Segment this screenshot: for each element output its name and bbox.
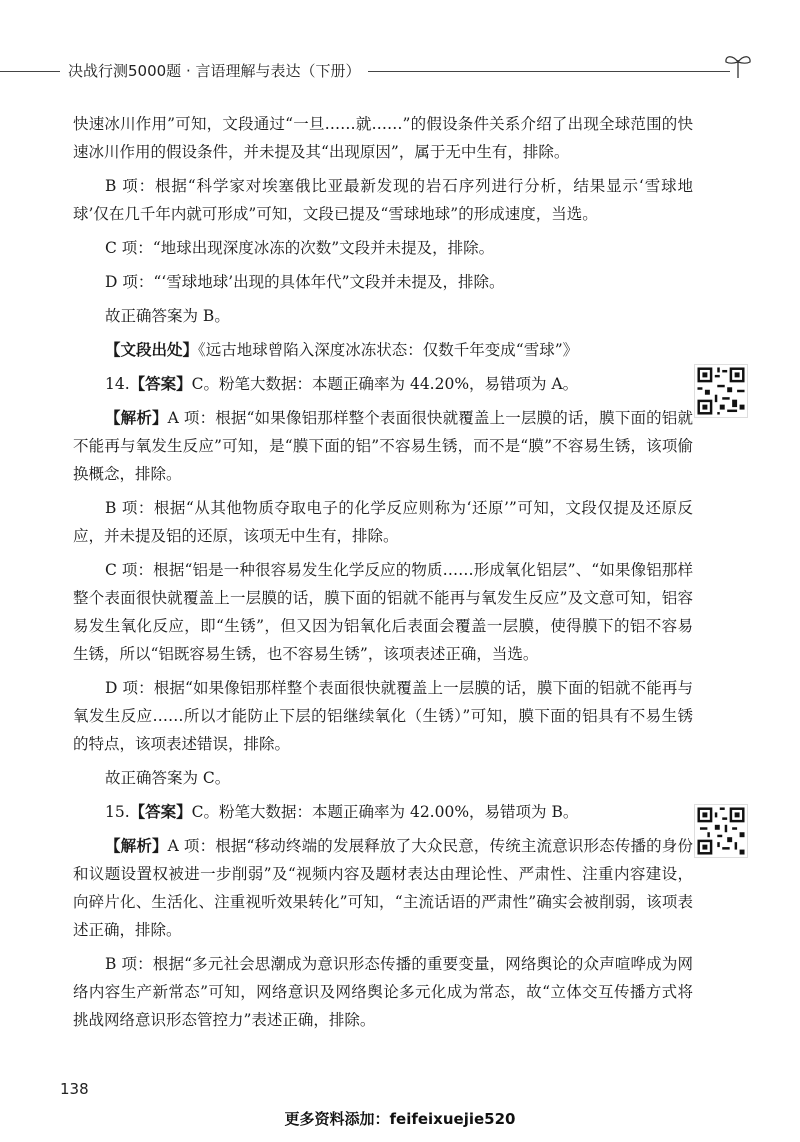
source-line [73, 336, 693, 364]
answer-tag: 【答案】 [129, 802, 192, 821]
analysis-tag: 【解析】 [105, 836, 168, 855]
sprout-icon [722, 50, 754, 80]
running-header [0, 58, 800, 84]
q14-analysis-a [73, 404, 693, 488]
qr-code-icon[interactable] [694, 804, 748, 858]
q15-a-text: A 项：根据“移动终端的发展释放了大众民意，传统主流意识形态传播的身份和议题设置权被进一步削弱”及“视频内容及题材表达由理论性、严肃性、注重内容建设，向碎片化、生活化、注重视听效果转化”可知，“主流话语的严肃性”确实会被削弱，该项表述正确，排除。 [73, 837, 693, 939]
q15-analysis-a [73, 832, 693, 944]
option-d-analysis: D 项：“‘雪球地球’出现的具体年代”文段并未提及，排除。 [105, 273, 505, 291]
q15-answer [73, 798, 693, 826]
q14-analysis-b: B 项：根据“从其他物质夺取电子的化学反应则称为‘还原’”可知，文段仅提及还原反应，并未提及铝的还原，该项无中生有，排除。 [73, 499, 693, 545]
q14-analysis-c: C 项：根据“铝是一种很容易发生化学反应的物质……形成氧化铝层”、“如果像铝那样整个表面很快就覆盖上一层膜的话，膜下面的铝就不能再与氧发生反应”及文意可知，铝容易发生氧化反应，即“生锈”，但又因为铝氧化后表面会覆盖一层膜，使得膜下的铝不容易生锈，所以“铝既容易生锈，也不容易生锈”，该项表述正确，当选。 [73, 561, 693, 663]
q14-number: 14. [105, 375, 130, 393]
option-b-analysis: B 项：根据“科学家对埃塞俄比亚最新发现的岩石序列进行分析，结果显示‘雪球地球’仅在几千年内就可形成”可知，文段已提及“雪球地球”的形成速度，当选。 [73, 177, 693, 223]
answer-tag: 【答案】 [129, 374, 192, 393]
option-c-analysis: C 项：“地球出现深度冰冻的次数”文段并未提及，排除。 [105, 239, 495, 257]
q14-analysis-d: D 项：根据“如果像铝那样整个表面很快就覆盖上一层膜的话，膜下面的铝就不能再与氧发生反应……所以才能防止下层的铝继续氧化（生锈）”可知，膜下面的铝具有不易生锈的特点，该项表述错误，排除。 [73, 679, 693, 753]
q14-correct-answer: 故正确答案为 C。 [105, 769, 231, 787]
source-tag: 【文段出处】 [105, 340, 199, 359]
q14-a-text: A 项：根据“如果像铝那样整个表面很快就覆盖上一层膜的话，膜下面的铝就不能再与氧发生反应”可知，是“膜下面的铝”不容易生锈，而不是“膜”不容易生锈，该项偷换概念，排除。 [73, 409, 693, 483]
q14-answer-text: C。粉笔大数据：本题正确率为 44.20%，易错项为 A。 [191, 375, 579, 393]
paragraph: 快速冰川作用”可知，文段通过“一旦……就……”的假设条件关系介绍了出现全球范围的快速冰川作用的假设条件，并未提及其“出现原因”，属于无中生有，排除。 [73, 115, 693, 161]
qr-code-icon[interactable] [694, 364, 748, 418]
book-title: 决战行测5000题 · 言语理解与表达（下册） [68, 62, 361, 80]
header-rule-right [368, 71, 730, 72]
footer-note: 更多资料添加：feifeixuejie520 [284, 1110, 516, 1128]
analysis-tag: 【解析】 [105, 408, 168, 427]
answer-line: 故正确答案为 B。 [105, 307, 230, 325]
q15-number: 15. [105, 803, 130, 821]
page-number: 138 [60, 1080, 89, 1098]
page-body [73, 110, 693, 1040]
source-text: 《远古地球曾陷入深度冰冻状态：仅数千年变成“雪球”》 [198, 341, 579, 359]
q15-analysis-b: B 项：根据“多元社会思潮成为意识形态传播的重要变量，网络舆论的众声喧哗成为网络内容生产新常态”可知，网络意识及网络舆论多元化成为常态，故“立体交互传播方式将挑战网络意识形态管控力”表述正确，排除。 [73, 955, 693, 1029]
q14-answer [73, 370, 693, 398]
header-rule-left [0, 71, 60, 72]
q15-answer-text: C。粉笔大数据：本题正确率为 42.00%，易错项为 B。 [191, 803, 579, 821]
